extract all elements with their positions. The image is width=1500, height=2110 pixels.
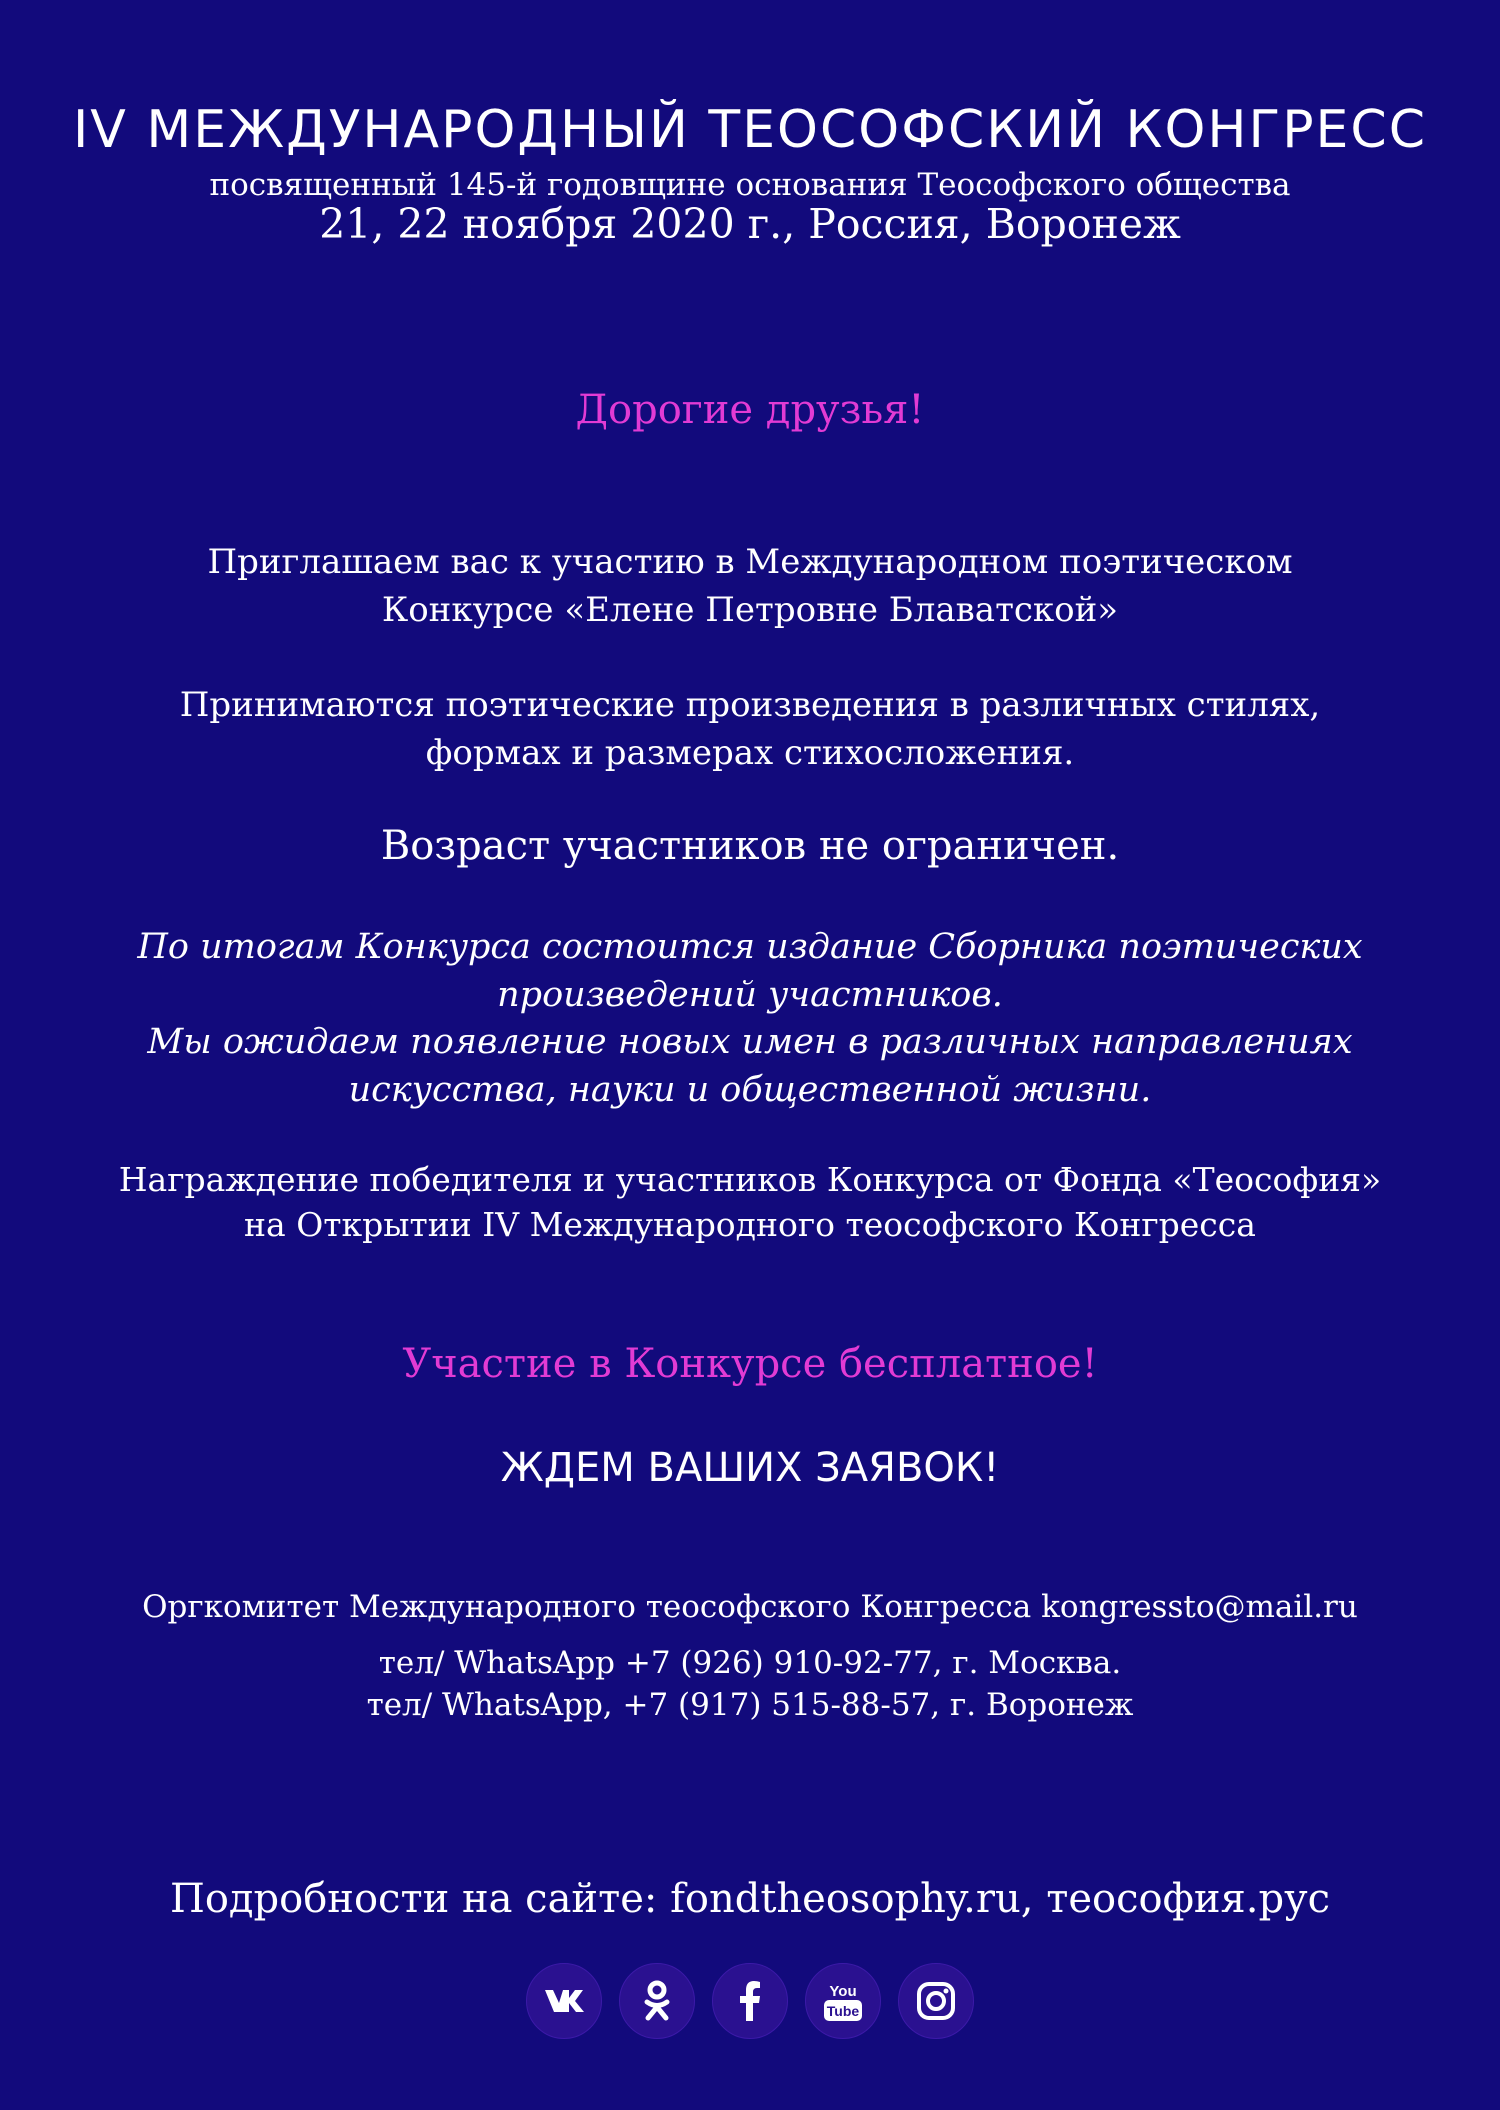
congress-date-place: 21, 22 ноября 2020 г., Россия, Воронеж	[319, 200, 1181, 248]
odnoklassniki-icon[interactable]	[619, 1963, 695, 2039]
invitation-line-1: Приглашаем вас к участию в Международном поэтическом	[207, 542, 1293, 582]
org-committee-contact: Оргкомитет Международного теософского Конгресса kongressto@mail.ru	[142, 1589, 1358, 1625]
age-notice: Возраст участников не ограничен.	[380, 823, 1120, 869]
congress-subtitle: посвященный 145-й годовщине основания Теософского общества	[209, 167, 1291, 203]
invitation-line-2: Конкурсе «Елене Петровне Блаватской»	[381, 590, 1119, 630]
works-line-1: Принимаются поэтические произведения в различных стилях,	[179, 685, 1321, 725]
congress-title: IV МЕЖДУНАРОДНЫЙ ТЕОСОФСКИЙ КОНГРЕСС	[72, 100, 1428, 160]
phone-moscow: тел/ WhatsApp +7 (926) 910-92-77, г. Москва.	[378, 1645, 1122, 1681]
youtube-you-text: You	[829, 1983, 857, 2000]
social-links	[526, 1963, 974, 2039]
call-to-action: ЖДЕМ ВАШИХ ЗАЯВОК!	[500, 1445, 1000, 1491]
results-line-4: искусства, науки и общественной жизни.	[348, 1070, 1152, 1110]
works-line-2: формах и размерах стихосложения.	[425, 733, 1075, 773]
facebook-icon[interactable]	[712, 1963, 788, 2039]
award-line-1: Награждение победителя и участников Конкурса от Фонда «Теософия»	[118, 1160, 1382, 1199]
results-line-3: Мы ожидаем появление новых имен в различных направлениях	[147, 1022, 1353, 1062]
results-line-2: произведений участников.	[497, 975, 1003, 1015]
results-line-1: По итогам Конкурса состоится издание Сборника поэтических	[137, 927, 1363, 967]
free-participation: Участие в Конкурсе бесплатное!	[402, 1341, 1098, 1387]
youtube-icon[interactable]	[805, 1963, 881, 2039]
phone-voronezh: тел/ WhatsApp, +7 (917) 515-88-57, г. Воронеж	[366, 1687, 1134, 1723]
award-line-2: на Открытии IV Международного теософского Конгресса	[244, 1205, 1256, 1244]
vk-icon[interactable]	[526, 1963, 602, 2039]
greeting: Дорогие друзья!	[575, 387, 925, 433]
instagram-icon[interactable]	[898, 1963, 974, 2039]
youtube-tube-text: Tube	[826, 2003, 860, 2019]
website-info: Подробности на сайте: fondtheosophy.ru, теософия.рус	[169, 1876, 1331, 1922]
